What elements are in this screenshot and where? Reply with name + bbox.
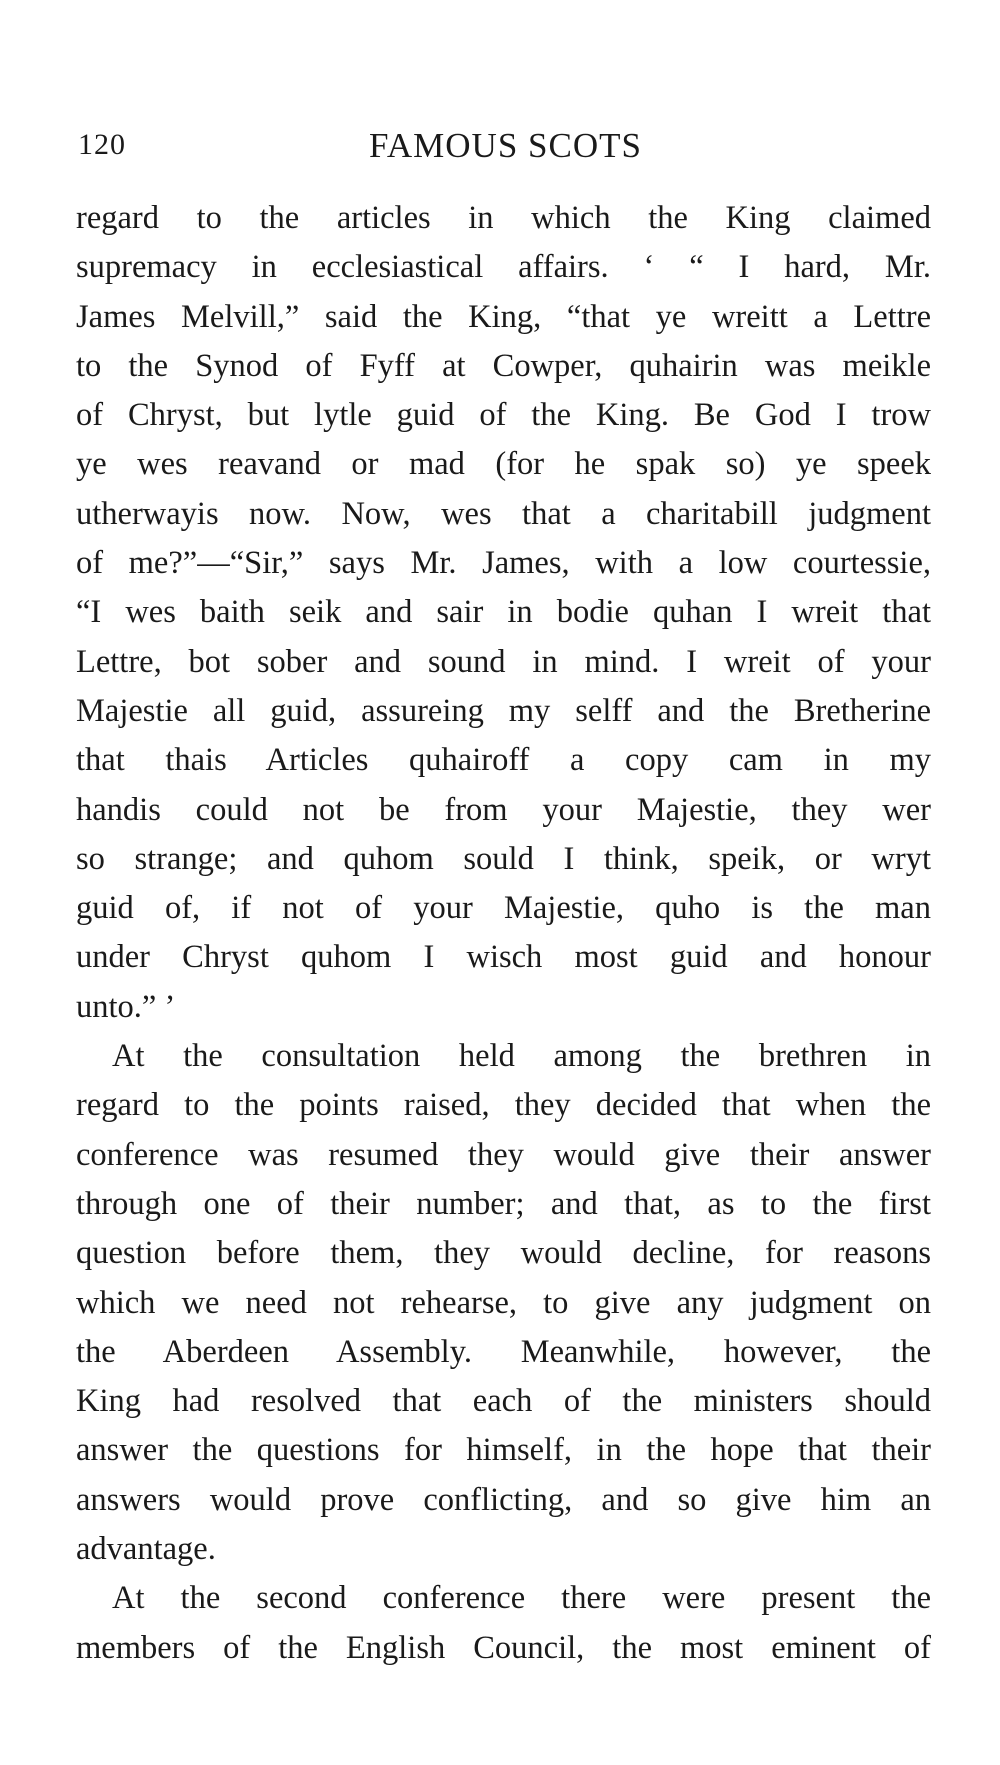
page-header — [78, 128, 933, 172]
text-line: under Chryst quhom I wisch most guid and honour — [76, 939, 931, 976]
text-line: Lettre, bot sober and sound in mind. I wreit of your — [76, 643, 931, 680]
text-line: members of the English Council, the most eminent of — [76, 1629, 931, 1666]
text-line: of Chryst, but lytle guid of the King. Be God I trow — [76, 397, 931, 434]
text-line: unto.” ’ — [76, 988, 176, 1025]
text-line: supremacy in ecclesiastical affairs. ‘ “ I hard, Mr. — [76, 249, 931, 286]
text-line: that thais Articles quhairoff a copy cam in my — [76, 742, 931, 779]
text-line: King had resolved that each of the ministers should — [76, 1383, 931, 1420]
running-title: FAMOUS SCOTS — [369, 126, 642, 165]
paragraph-2 — [76, 1032, 931, 1574]
text-line: Majestie all guid, assureing my selff and the Bretherine — [76, 692, 931, 729]
text-line: regard to the articles in which the King claimed — [76, 200, 931, 236]
page-number: 120 — [78, 128, 126, 161]
text-line: At the consultation held among the brethren in — [112, 1038, 931, 1075]
text-line: At the second conference there were present the — [112, 1580, 931, 1617]
paragraph-1 — [76, 194, 931, 1032]
text-line: which we need not rehearse, to give any judgment on — [76, 1284, 931, 1321]
text-line: to the Synod of Fyff at Cowper, quhairin was meikle — [76, 347, 931, 384]
text-line: regard to the points raised, they decided that when the — [76, 1087, 931, 1124]
text-line: guid of, if not of your Majestie, quho is the man — [76, 890, 931, 927]
paragraph-3 — [76, 1574, 931, 1673]
text-line: James Melvill,” said the King, “that ye wreitt a Lettre — [76, 298, 931, 335]
text-line: of me?”—“Sir,” says Mr. James, with a low courtessie, — [76, 545, 931, 582]
text-line: “I wes baith seik and sair in bodie quhan I wreit that — [76, 594, 931, 631]
text-line: question before them, they would decline, for reasons — [76, 1235, 931, 1272]
text-line: advantage. — [76, 1531, 216, 1568]
text-line: the Aberdeen Assembly. Meanwhile, however, the — [76, 1333, 931, 1370]
text-line: so strange; and quhom sould I think, speik, or wryt — [76, 840, 931, 877]
text-line: conference was resumed they would give their answer — [76, 1136, 931, 1173]
text-line: utherwayis now. Now, wes that a charitabill judgment — [76, 495, 931, 532]
text-line: ye wes reavand or mad (for he spak so) ye speek — [76, 446, 931, 483]
text-line: answers would prove conflicting, and so give him an — [76, 1481, 931, 1518]
text-line: answer the questions for himself, in the hope that their — [76, 1432, 931, 1469]
body-text — [76, 194, 931, 1673]
text-line: through one of their number; and that, as to the first — [76, 1185, 931, 1222]
text-line: handis could not be from your Majestie, they wer — [76, 791, 931, 828]
